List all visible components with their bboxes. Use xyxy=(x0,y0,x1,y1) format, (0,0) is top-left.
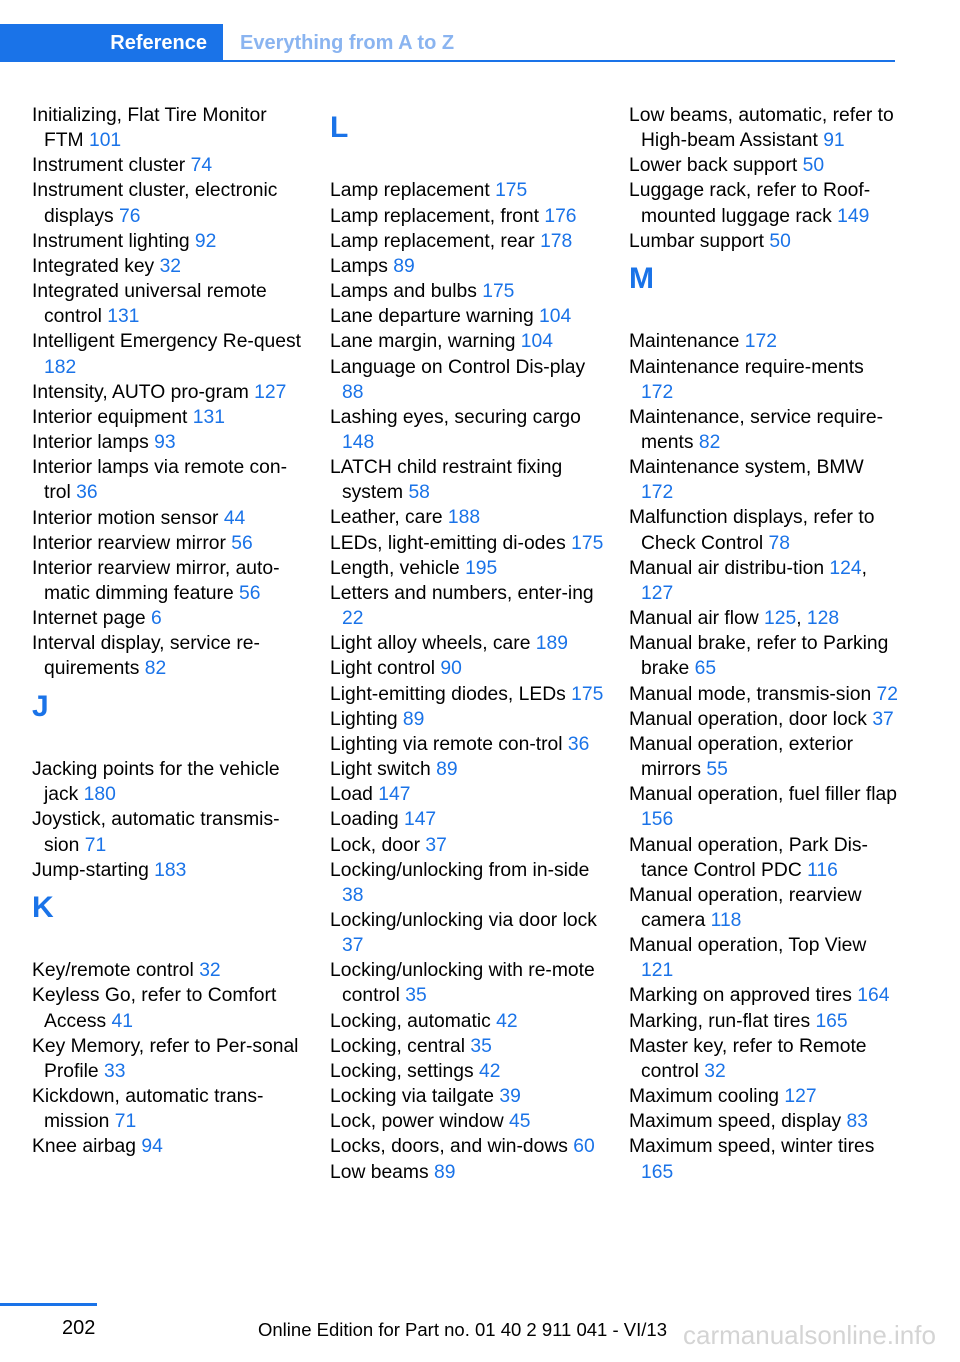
page-link[interactable]: 175 xyxy=(571,683,604,705)
page-link[interactable]: 71 xyxy=(114,1111,137,1133)
page-link[interactable]: 172 xyxy=(641,482,674,504)
index-entry xyxy=(629,983,899,1008)
entry-term: Locking/unlocking from in‐side xyxy=(330,859,590,881)
index-entry xyxy=(330,1009,605,1034)
entry-term: Interior lamps via remote con‐trol xyxy=(32,457,288,504)
entry-term: Leather, care xyxy=(330,507,443,529)
entry-term: Lamp replacement xyxy=(330,180,490,202)
index-entry xyxy=(629,405,899,455)
index-entry xyxy=(32,606,302,631)
index-entry xyxy=(330,1160,605,1185)
index-entry xyxy=(32,329,302,379)
index-entry xyxy=(32,254,302,279)
entry-term: Key Memory, refer to Per‐sonal Profile xyxy=(32,1035,299,1082)
index-entry xyxy=(32,103,302,153)
entry-term: Manual operation, exterior mirrors xyxy=(629,733,854,781)
page-link[interactable]: 175 xyxy=(571,532,604,554)
index-entry xyxy=(32,455,302,505)
section-letter: L xyxy=(330,111,349,144)
index-entry xyxy=(330,807,605,832)
index-entry xyxy=(330,581,605,631)
index-entry xyxy=(32,531,302,556)
entry-term: Maintenance system, BMW xyxy=(629,457,864,479)
index-entry xyxy=(32,1084,302,1134)
entry-term: LEDs, light-emitting di‐odes xyxy=(330,532,566,554)
page-link[interactable]: 39 xyxy=(499,1086,521,1108)
entry-term: Lamps and bulbs xyxy=(330,281,477,303)
page-link[interactable]: 22 xyxy=(342,608,364,630)
page-link[interactable]: 72 xyxy=(876,683,898,705)
index-entry xyxy=(629,355,899,405)
footer-rule xyxy=(0,1303,97,1306)
entry-term: Marking on approved tires xyxy=(629,985,852,1007)
page-link[interactable]: 175 xyxy=(495,180,528,202)
entry-term: Lighting xyxy=(330,708,398,730)
page-link[interactable]: 35 xyxy=(470,1035,492,1057)
page-link[interactable]: 42 xyxy=(496,1010,518,1032)
entry-term: Locking via tailgate xyxy=(330,1086,494,1108)
index-entry xyxy=(32,405,302,430)
entry-term: Maximum cooling xyxy=(629,1086,780,1108)
entry-term: Instrument cluster xyxy=(32,155,186,177)
entry-term: Jump-starting xyxy=(32,859,149,881)
page-link[interactable]: 56 xyxy=(239,582,261,604)
index-entry xyxy=(330,707,605,732)
index-entry xyxy=(330,757,605,782)
entry-term: Maximum speed, winter tires xyxy=(629,1136,875,1158)
index-entry: Manual air distribu‐tion 124, 127 xyxy=(629,557,867,604)
page-link[interactable]: 178 xyxy=(540,230,573,252)
entry-term: Maintenance xyxy=(629,331,740,353)
page-link[interactable]: 37 xyxy=(342,935,364,957)
page-link[interactable]: 32 xyxy=(199,960,221,982)
entry-term: Lamps xyxy=(330,255,388,277)
page-link[interactable]: 195 xyxy=(465,557,498,579)
section-letter: K xyxy=(32,890,54,924)
index-entry xyxy=(330,455,605,505)
entry-term: Lock, power window xyxy=(330,1111,504,1133)
index-entry xyxy=(330,505,605,530)
index-entry xyxy=(32,958,302,983)
index-entry xyxy=(32,631,302,681)
index-entry xyxy=(629,1084,899,1109)
index-entry xyxy=(32,506,302,531)
entry-term: Light-emitting diodes, LEDs xyxy=(330,683,566,705)
entry-term: Interior equipment xyxy=(32,406,188,428)
page-link[interactable]: 127 xyxy=(641,582,674,604)
page-link[interactable]: 89 xyxy=(393,255,415,277)
entry-term: Marking, run-flat tires xyxy=(629,1010,811,1032)
entry-term: Joystick, automatic transmis‐sion xyxy=(32,809,280,856)
page-link[interactable]: 125 xyxy=(764,608,797,630)
page-link[interactable]: 175 xyxy=(482,281,515,303)
page-link[interactable]: 36 xyxy=(567,733,590,755)
index-entry xyxy=(629,933,899,983)
page-link[interactable]: 128 xyxy=(806,608,840,630)
page-link[interactable]: 116 xyxy=(807,859,838,881)
page-link[interactable]: 124 xyxy=(829,557,862,579)
index-entry xyxy=(330,682,605,707)
index-entry xyxy=(32,380,302,405)
page-link[interactable]: 32 xyxy=(159,255,182,277)
entry-term: Light alloy wheels, care xyxy=(330,633,531,655)
entry-term: Knee airbag xyxy=(32,1136,136,1158)
entry-term: Manual operation, rearview camera xyxy=(629,884,862,931)
entry-term: Kickdown, automatic trans‐mission xyxy=(32,1086,264,1133)
page-link[interactable]: 41 xyxy=(111,1010,133,1032)
index-entry xyxy=(330,178,605,203)
page-link[interactable]: 89 xyxy=(402,708,425,730)
entry-term: Low beams, automatic, refer to High-beam Assistant xyxy=(629,105,894,152)
index-entry xyxy=(330,1084,605,1109)
entry-term: Interior rearview mirror, auto‐matic dimming feature xyxy=(32,557,280,604)
entry-term: Lane departure warning xyxy=(330,306,534,328)
index-column-2 xyxy=(330,103,605,1185)
index-entry xyxy=(330,204,605,229)
index-entry xyxy=(629,329,899,354)
entry-term: LATCH child restraint fixing system xyxy=(330,457,563,504)
index-entry xyxy=(32,1134,302,1159)
index-entry xyxy=(32,858,302,883)
index-entry xyxy=(32,430,302,455)
index-entry xyxy=(629,631,899,681)
entry-term: Intelligent Emergency Re‐quest xyxy=(32,331,302,353)
index-entry xyxy=(32,279,302,329)
entry-term: Language on Control Dis‐play xyxy=(330,356,586,378)
entry-term: Lashing eyes, securing cargo xyxy=(330,406,581,428)
page-link[interactable]: 101 xyxy=(88,130,122,152)
page-link[interactable]: 74 xyxy=(190,155,213,177)
page-link[interactable]: 104 xyxy=(539,306,572,328)
index-entry xyxy=(330,908,605,958)
entry-term: Interior lamps xyxy=(32,432,149,454)
page-link[interactable]: 37 xyxy=(425,834,447,856)
page-link[interactable]: 65 xyxy=(694,658,717,680)
page-link[interactable]: 147 xyxy=(403,809,437,831)
page-link[interactable]: 58 xyxy=(408,482,430,504)
page-link[interactable]: 33 xyxy=(104,1060,126,1082)
index-entry xyxy=(330,1034,605,1059)
entry-term: Lower back support xyxy=(629,155,798,177)
page-link[interactable]: 56 xyxy=(231,532,253,554)
entry-term: Manual operation, door lock xyxy=(629,708,867,730)
page-link[interactable]: 32 xyxy=(704,1060,726,1082)
page-link[interactable]: 121 xyxy=(641,960,674,982)
index-entry xyxy=(330,329,605,354)
page-header xyxy=(0,24,895,62)
page-link[interactable]: 71 xyxy=(84,834,107,856)
page-link[interactable]: 92 xyxy=(194,230,217,252)
tab-reference[interactable]: Reference xyxy=(0,24,223,62)
index-entry xyxy=(330,1109,605,1134)
entry-term: Low beams xyxy=(330,1161,429,1183)
section-title[interactable]: Everything from A to Z xyxy=(240,32,455,54)
page-link[interactable]: 183 xyxy=(154,859,187,881)
index-entry xyxy=(629,782,899,832)
entry-term: Locking, settings xyxy=(330,1060,474,1082)
entry-term: Interior rearview mirror xyxy=(32,532,226,554)
index-entry xyxy=(629,1109,899,1134)
page-link[interactable]: 83 xyxy=(846,1111,868,1133)
index-entry xyxy=(629,1034,899,1084)
entry-term: Lock, door xyxy=(330,834,421,856)
entry-term: Jacking points for the vehicle jack xyxy=(32,759,280,806)
index-entry xyxy=(330,1134,605,1159)
page-link[interactable]: 50 xyxy=(802,155,825,177)
entry-term: Instrument cluster, electronic displays xyxy=(32,180,278,227)
page-link[interactable]: 35 xyxy=(405,985,427,1007)
page-link[interactable]: 131 xyxy=(192,406,225,428)
page-link[interactable]: 118 xyxy=(710,909,742,931)
section-letter: M xyxy=(629,261,654,295)
entry-term: Manual operation, Top View xyxy=(629,935,867,957)
page-link[interactable]: 89 xyxy=(436,759,458,781)
index-entry xyxy=(629,1009,899,1034)
entry-term: Manual air distribu‐tion xyxy=(629,557,825,579)
entry-term: Load xyxy=(330,784,373,806)
index-entry xyxy=(32,153,302,178)
section-letter: J xyxy=(32,689,49,723)
entry-term: Light switch xyxy=(330,759,431,781)
page-link[interactable]: 180 xyxy=(83,784,116,806)
index-entry xyxy=(330,355,605,405)
page-link[interactable]: 36 xyxy=(76,482,98,504)
page-link[interactable]: 127 xyxy=(784,1086,817,1108)
page-link[interactable]: 82 xyxy=(698,432,721,453)
entry-term: Lamp replacement, rear xyxy=(330,230,535,252)
entry-term: Light control xyxy=(330,658,436,680)
page-link[interactable]: 82 xyxy=(144,658,167,680)
index-entry xyxy=(330,782,605,807)
page-link[interactable]: 93 xyxy=(154,432,176,454)
page-link[interactable]: 156 xyxy=(641,809,674,831)
entry-term: Locks, doors, and win‐dows xyxy=(330,1136,568,1158)
entry-term: Integrated key xyxy=(32,255,155,277)
entry-term: Maintenance require‐ments xyxy=(629,356,864,378)
watermark: carmanualsonline.info xyxy=(683,1320,936,1350)
edition-note: Online Edition for Part no. 01 40 2 911 041 - VI/13 xyxy=(258,1319,667,1340)
index-entry xyxy=(330,858,605,908)
entry-term: Lane margin, warning xyxy=(330,331,516,353)
page-link[interactable]: 6 xyxy=(151,608,162,630)
index-entry xyxy=(629,1134,899,1184)
index-entry xyxy=(629,707,899,732)
index-entry xyxy=(330,958,605,1008)
index-entry xyxy=(32,1034,302,1084)
page-link[interactable]: 104 xyxy=(520,331,553,353)
entry-term: Lumbar support xyxy=(629,230,765,252)
index-entry xyxy=(330,254,605,279)
index-entry xyxy=(32,983,302,1033)
page-link[interactable]: 45 xyxy=(508,1111,531,1133)
entry-term: Locking, automatic xyxy=(330,1010,491,1032)
entry-term: Locking/unlocking via door lock xyxy=(330,909,597,931)
page-link[interactable]: 37 xyxy=(872,708,894,730)
index-entry xyxy=(629,682,899,707)
entry-term: Letters and numbers, enter‐ing xyxy=(330,582,594,604)
entry-term: Manual operation, Park Dis‐tance Control PDC xyxy=(629,834,868,881)
page-link[interactable]: 147 xyxy=(378,784,411,806)
entry-term: Interior motion sensor xyxy=(32,507,219,529)
entry-term: Interval display, service re‐quirements xyxy=(32,633,260,680)
entry-term: Manual air flow xyxy=(629,608,759,630)
index-entry xyxy=(32,229,302,254)
page-link[interactable]: 60 xyxy=(573,1136,595,1158)
page-link[interactable]: 88 xyxy=(342,381,364,403)
entry-term: Maintenance, service require‐ments xyxy=(629,406,883,453)
index-entry xyxy=(32,556,302,606)
page-link[interactable]: 127 xyxy=(254,381,287,403)
page-link[interactable]: 176 xyxy=(544,205,577,227)
index-column-3 xyxy=(629,103,899,1185)
index-entry xyxy=(330,279,605,304)
index-entry xyxy=(330,531,605,556)
page-link[interactable]: 165 xyxy=(641,1161,674,1183)
entry-term: Master key, refer to Remote control xyxy=(629,1035,867,1082)
page-link[interactable]: 188 xyxy=(447,507,481,529)
page-link[interactable]: 90 xyxy=(440,658,462,680)
page-link[interactable]: 44 xyxy=(223,507,246,529)
entry-term: Locking, central xyxy=(330,1035,466,1057)
entry-term: Internet page xyxy=(32,608,146,630)
entry-term: Lighting via remote con‐trol xyxy=(330,733,563,755)
index-entry xyxy=(330,556,605,581)
page-link[interactable]: 172 xyxy=(641,381,674,403)
page-link[interactable]: 182 xyxy=(44,356,77,378)
entry-term: Length, vehicle xyxy=(330,557,460,579)
entry-term: Integrated universal remote control xyxy=(32,281,267,328)
page-link[interactable]: 94 xyxy=(141,1136,163,1158)
entry-term: Manual brake, refer to Parking brake xyxy=(629,633,889,680)
entry-term: Lamp replacement, front xyxy=(330,205,539,227)
page-link[interactable]: 89 xyxy=(433,1161,456,1183)
page-link[interactable]: 172 xyxy=(744,331,777,353)
entry-term: Key/remote control xyxy=(32,960,194,982)
index-entry xyxy=(629,153,899,178)
page-link[interactable]: 189 xyxy=(535,633,568,655)
page-link[interactable]: 50 xyxy=(769,230,791,252)
entry-term: Keyless Go, refer to Comfort Access xyxy=(32,985,277,1032)
header-rule xyxy=(223,60,895,62)
index-column-1 xyxy=(32,103,302,1160)
index-entry xyxy=(629,505,899,555)
entry-term: Instrument lighting xyxy=(32,230,190,252)
index-entry xyxy=(330,304,605,329)
index-entry xyxy=(629,229,899,254)
page-link[interactable]: 42 xyxy=(478,1060,501,1082)
index-entry xyxy=(629,455,899,505)
entry-term: Initializing, Flat Tire Monitor FTM xyxy=(32,105,267,152)
index-entry xyxy=(330,1059,605,1084)
index-entry xyxy=(32,757,302,807)
page-link[interactable]: 91 xyxy=(823,130,845,152)
entry-term: Locking/unlocking with re‐mote control xyxy=(330,960,595,1007)
entry-term: Luggage rack, refer to Roof-mounted luggage rack xyxy=(629,180,871,227)
index-entry xyxy=(330,656,605,681)
index-entry xyxy=(32,807,302,857)
entry-term: Maximum speed, display xyxy=(629,1111,842,1133)
index-entry xyxy=(629,732,899,782)
index-entry xyxy=(330,732,605,757)
entry-term: Malfunction displays, refer to Check Control xyxy=(629,507,875,554)
entry-term: Manual operation, fuel filler flap xyxy=(629,784,897,806)
index-entry xyxy=(330,833,605,858)
page-link[interactable]: 149 xyxy=(837,205,870,227)
entry-term: Manual mode, transmis‐sion xyxy=(629,683,872,705)
page-link[interactable]: 164 xyxy=(857,985,890,1007)
entry-term: Loading xyxy=(330,809,399,831)
index-entry xyxy=(330,631,605,656)
page-number: 202 xyxy=(62,1317,96,1339)
index-entry xyxy=(32,178,302,228)
page-link[interactable]: 76 xyxy=(119,205,141,227)
index-entry xyxy=(629,103,899,153)
page-link[interactable]: 131 xyxy=(107,306,140,328)
page-link[interactable]: 165 xyxy=(815,1010,848,1032)
page-link[interactable]: 78 xyxy=(768,532,790,554)
page-link[interactable]: 55 xyxy=(706,759,728,781)
page-link[interactable]: 148 xyxy=(342,432,375,453)
index-entry xyxy=(330,229,605,254)
index-entry xyxy=(629,178,899,228)
entry-term: Intensity, AUTO pro‐gram xyxy=(32,381,249,403)
index-entry xyxy=(330,405,605,455)
index-entry: Manual air flow 125, 128 xyxy=(629,608,840,630)
index-entry xyxy=(629,833,899,883)
index-entry xyxy=(629,883,899,933)
page-link[interactable]: 38 xyxy=(342,884,364,906)
